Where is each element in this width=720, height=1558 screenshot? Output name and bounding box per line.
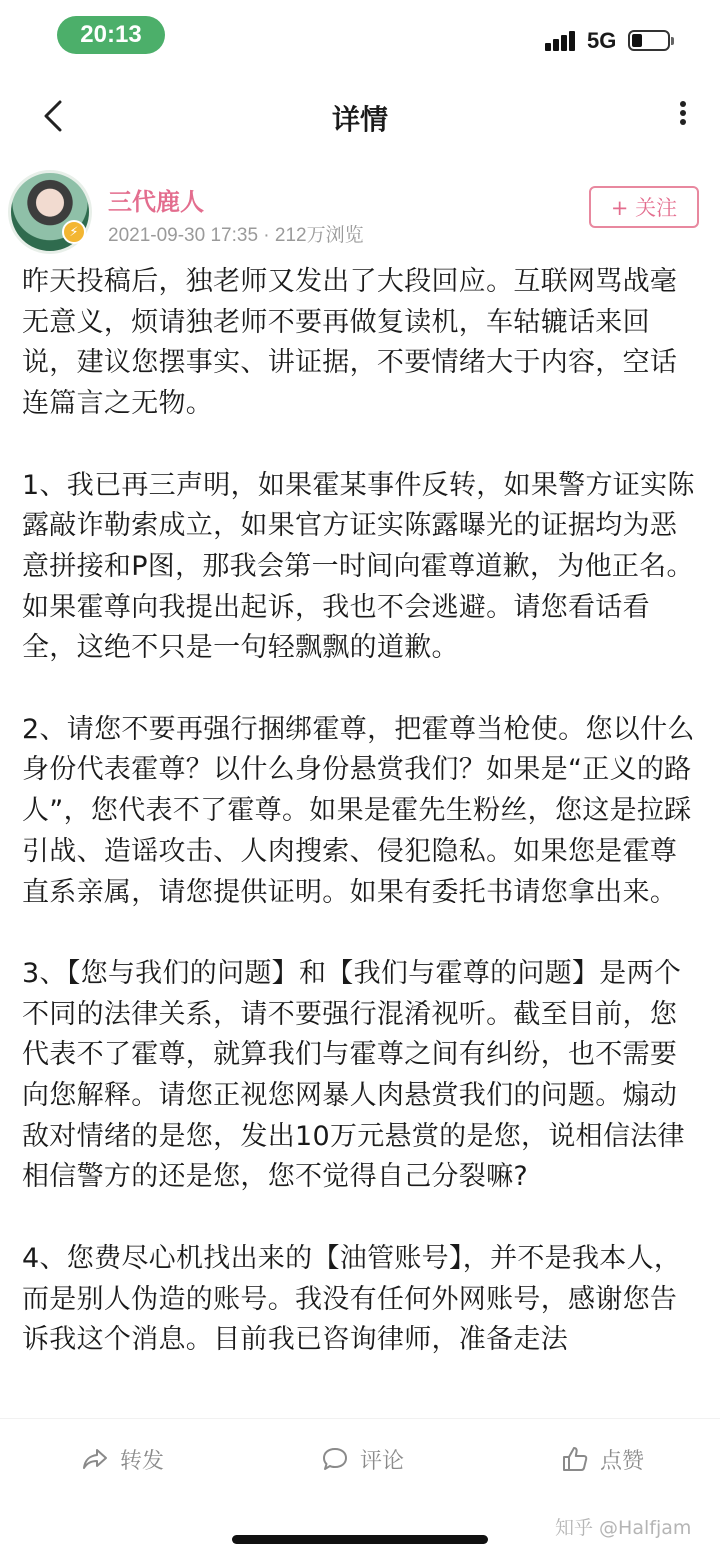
watermark: 知乎 @Halfjam [555, 1517, 692, 1539]
more-dot [680, 101, 686, 107]
more-dot [680, 110, 686, 116]
network-type: 5G [587, 28, 617, 53]
status-time: 20:13 [57, 16, 165, 54]
nav-bar [0, 80, 720, 152]
post-content [22, 262, 702, 1417]
signal-icon [545, 29, 581, 51]
bottom-toolbar [0, 1418, 720, 1558]
battery-icon [628, 30, 670, 51]
share-icon [80, 1444, 110, 1474]
paragraph: 3、【您与我们的问题】和【我们与霍尊的问题】是两个不同的法律关系，请不要强行混淆视听。截至目前，您代表不了霍尊，就算我们与霍尊之间有纠纷，也不需要向您解释。请您正视您网暴人肉悬赏我们的问题。煽动敌对情绪的是您，发出10万元悬赏的是您，说相信法律相信警方的还是您，您不觉得自己分裂嘛? [22, 957, 685, 1193]
more-dot [680, 119, 686, 125]
page-title: 详情 [331, 103, 388, 136]
paragraph: 4、您费尽心机找出来的【油管账号】，并不是我本人，而是别人伪造的账号。我没有任何外网账号，感谢您告诉我这个消息。目前我已咨询律师，准备走法 [22, 1242, 682, 1356]
share-label: 转发 [120, 1448, 165, 1474]
more-button[interactable] [668, 98, 698, 134]
like-label: 点赞 [600, 1448, 645, 1474]
author-row [0, 166, 720, 258]
thumbs-up-icon [560, 1444, 590, 1474]
home-indicator[interactable] [232, 1535, 488, 1544]
like-button[interactable] [560, 1441, 644, 1477]
paragraph: 2、请您不要再强行捆绑霍尊，把霍尊当枪使。您以什么身份代表霍尊？以什么身份悬赏我们？如果是“正义的路人”，您代表不了霍尊。如果是霍先生粉丝，您这是拉踩引战、造谣攻击、人肉搜索、侵犯隐私。如果您是霍尊直系亲属，请您提供证明。如果有委托书请您拿出来。 [22, 713, 695, 908]
follow-button[interactable]: + 关注 [589, 186, 699, 228]
comment-button[interactable] [320, 1441, 404, 1477]
status-bar [0, 0, 720, 74]
share-button[interactable] [80, 1441, 164, 1477]
post-meta: 2021-09-30 17:35 · 212万浏览 [108, 225, 364, 246]
author-name[interactable]: 三代鹿人 [108, 188, 204, 216]
comment-icon [320, 1444, 350, 1474]
paragraph: 昨天投稿后，独老师又发出了大段回应。互联网骂战毫无意义，烦请独老师不要再做复读机，车轱辘话来回说，建议您摆事实、讲证据，不要情绪大于内容，空话连篇言之无物。 [22, 266, 678, 420]
comment-label: 评论 [360, 1448, 405, 1474]
paragraph: 1、我已再三声明，如果霍某事件反转，如果警方证实陈露敲诈勒索成立，如果官方证实陈露曝光的证据均为恶意拼接和P图，那我会第一时间向霍尊道歉，为他正名。如果霍尊向我提出起诉，我也不会逃避。请您看话看全，这绝不只是一句轻飘飘的道歉。 [22, 469, 695, 664]
verified-badge-icon: ⚡ [62, 220, 86, 244]
